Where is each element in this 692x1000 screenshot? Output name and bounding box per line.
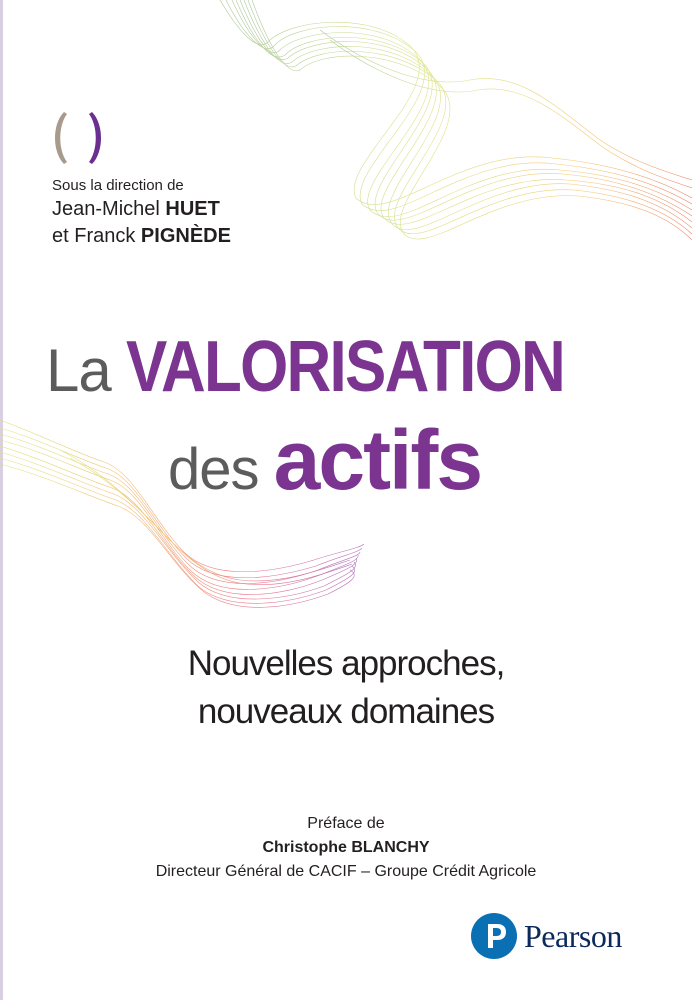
preface-author: Christophe BLANCHY [262, 839, 430, 856]
title-line-1 [46, 326, 636, 408]
preface-line [0, 812, 692, 860]
author-1-first-name: Jean-Michel [52, 198, 166, 220]
preface-block [0, 812, 692, 884]
author-2 [52, 223, 231, 250]
title-word-actifs: actifs [273, 413, 482, 507]
authors-block [52, 176, 231, 250]
subtitle-line-1: Nouvelles approches, [187, 644, 505, 683]
preface-prefix: Préface de [307, 815, 385, 832]
subtitle-line-2: nouveaux domaines [197, 692, 495, 731]
author-2-first-name: et Franck [52, 225, 141, 247]
author-1 [52, 196, 231, 223]
title-word-valorisation: VALORISATION [126, 327, 565, 407]
parentheses-emblem-icon [50, 110, 112, 166]
top-wave [220, 0, 692, 240]
publisher-logo [470, 908, 622, 964]
author-2-last-name: PIGNÈDE [140, 225, 231, 247]
publisher-name: Pearson [524, 917, 622, 954]
pearson-p-logo-icon [470, 912, 518, 960]
title-word-la: La [46, 337, 127, 404]
title-line-2 [168, 412, 481, 509]
author-1-last-name: HUET [165, 198, 220, 220]
direction-label: Sous la direction de [52, 177, 184, 194]
subtitle [0, 640, 692, 736]
preface-role: Directeur Général de CACIF – Groupe Crédit Agricole [155, 863, 537, 880]
title-word-des: des [168, 437, 274, 502]
